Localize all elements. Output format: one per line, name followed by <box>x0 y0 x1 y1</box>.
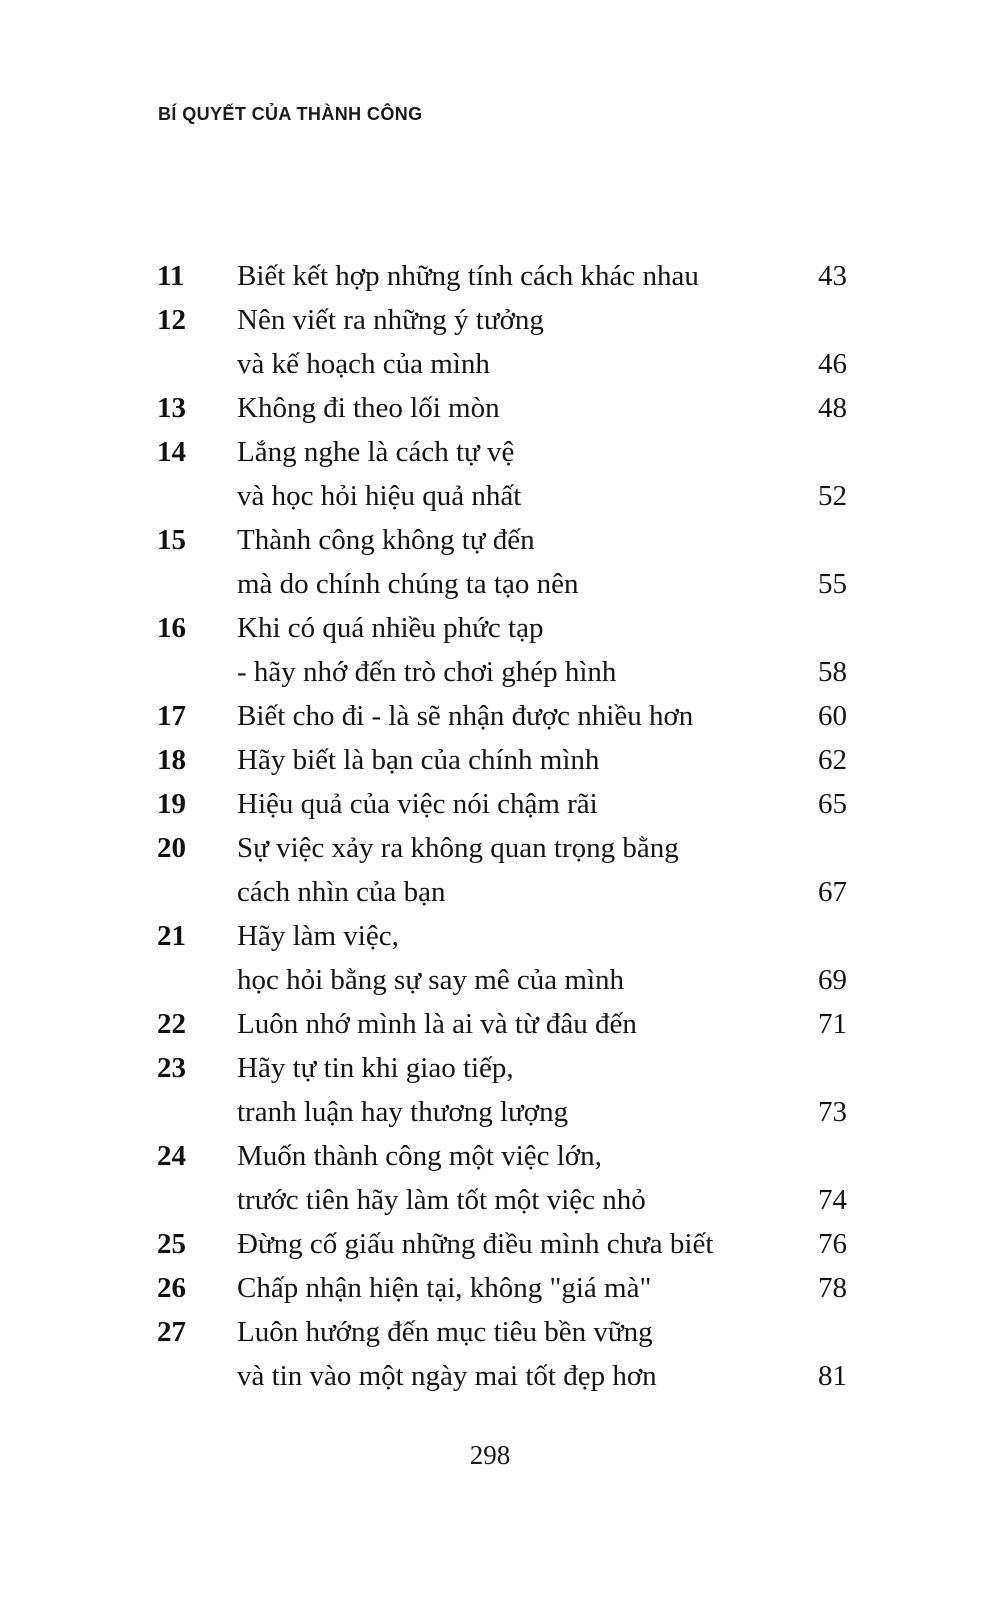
toc-entry-title-line: Muốn thành công một việc lớn, <box>237 1140 602 1172</box>
toc-entry-page <box>785 298 847 342</box>
toc-entry-title-line: Không đi theo lối mòn <box>237 392 500 424</box>
toc-entry-title-line: trước tiên hãy làm tốt một việc nhỏ <box>237 1184 646 1216</box>
toc-entry-page: 55 <box>818 568 847 600</box>
toc-entry-number <box>157 1354 237 1398</box>
toc-entry-title-line: mà do chính chúng ta tạo nên <box>237 568 579 600</box>
toc-row <box>157 254 847 298</box>
toc-entry-title-line: Biết kết hợp những tính cách khác nhau <box>237 260 699 292</box>
toc-entry-number: 18 <box>157 744 186 776</box>
toc-entry-number: 11 <box>157 260 185 292</box>
toc-entry-number: 12 <box>157 304 186 336</box>
toc-entry-title-line: Đừng cố giấu những điều mình chưa biết <box>237 1228 714 1260</box>
toc-row <box>157 1134 847 1178</box>
toc-entry-page <box>785 518 847 562</box>
toc-row <box>157 1222 847 1266</box>
toc-row <box>157 386 847 430</box>
toc-entry-page: 74 <box>818 1184 847 1216</box>
toc-entry-number: 24 <box>157 1140 186 1172</box>
toc-entry-title-line: Biết cho đi - là sẽ nhận được nhiều hơn <box>237 700 694 732</box>
toc-entry-number <box>157 1090 237 1134</box>
toc-entry-title-line: Luôn hướng đến mục tiêu bền vững <box>237 1316 653 1348</box>
toc-entry-number <box>157 474 237 518</box>
toc-entry-page: 58 <box>818 656 847 688</box>
toc-row <box>157 1354 847 1398</box>
toc-entry-number <box>157 562 237 606</box>
toc-entry-title-line: Chấp nhận hiện tại, không "giá mà" <box>237 1272 652 1304</box>
toc-entry-page: 69 <box>818 964 847 996</box>
toc-entry-number <box>157 342 237 386</box>
toc-row <box>157 606 847 650</box>
toc-row <box>157 1178 847 1222</box>
toc-entry-page: 81 <box>818 1360 847 1392</box>
toc-row <box>157 694 847 738</box>
toc-row <box>157 914 847 958</box>
toc-entry-number <box>157 1178 237 1222</box>
toc-entry-page: 48 <box>818 392 847 424</box>
toc-entry-title-line: học hỏi bằng sự say mê của mình <box>237 964 624 996</box>
footer-page-number: 298 <box>469 1440 511 1470</box>
toc-row <box>157 1310 847 1354</box>
toc-entry-title-line: Hãy tự tin khi giao tiếp, <box>237 1052 514 1084</box>
toc-entry-number <box>157 650 237 694</box>
toc-entry-title-line: Luôn nhớ mình là ai và từ đâu đến <box>237 1008 637 1040</box>
toc-entry-number: 19 <box>157 788 186 820</box>
toc-row <box>157 1266 847 1310</box>
toc-entry-title-line: và tin vào một ngày mai tốt đẹp hơn <box>237 1360 657 1392</box>
toc-entry-number: 23 <box>157 1052 186 1084</box>
toc-entry-page <box>785 1310 847 1354</box>
toc-entry-page: 78 <box>818 1272 847 1304</box>
toc-entry-page <box>785 1046 847 1090</box>
toc-row <box>157 474 847 518</box>
toc-entry-number: 26 <box>157 1272 186 1304</box>
toc-list <box>157 254 847 1398</box>
toc-entry-page: 43 <box>818 260 847 292</box>
toc-entry-title-line: Hiệu quả của việc nói chậm rãi <box>237 788 598 820</box>
toc-row <box>157 738 847 782</box>
toc-entry-page: 76 <box>818 1228 847 1260</box>
toc-entry-number: 14 <box>157 436 186 468</box>
toc-entry-page: 46 <box>818 348 847 380</box>
toc-row <box>157 826 847 870</box>
toc-entry-page <box>785 1134 847 1178</box>
toc-row <box>157 298 847 342</box>
toc-entry-number: 27 <box>157 1316 186 1348</box>
running-header-book-title: BÍ QUYẾT CỦA THÀNH CÔNG <box>158 104 423 124</box>
toc-entry-title-line: và kế hoạch của mình <box>237 348 490 380</box>
toc-entry-page: 60 <box>818 700 847 732</box>
toc-row <box>157 1046 847 1090</box>
toc-entry-page: 62 <box>818 744 847 776</box>
toc-entry-title-line: Khi có quá nhiều phức tạp <box>237 612 544 644</box>
toc-row <box>157 1002 847 1046</box>
toc-entry-page: 52 <box>818 480 847 512</box>
toc-entry-number: 17 <box>157 700 186 732</box>
toc-entry-title-line: Hãy biết là bạn của chính mình <box>237 744 600 776</box>
toc-entry-page: 65 <box>818 788 847 820</box>
toc-row <box>157 430 847 474</box>
toc-entry-page: 67 <box>818 876 847 908</box>
toc-entry-page: 71 <box>818 1008 847 1040</box>
toc-entry-page <box>785 826 847 870</box>
toc-entry-title-line: và học hỏi hiệu quả nhất <box>237 480 522 512</box>
toc-row <box>157 870 847 914</box>
toc-row <box>157 650 847 694</box>
toc-row <box>157 782 847 826</box>
toc-entry-number: 13 <box>157 392 186 424</box>
toc-entry-number: 16 <box>157 612 186 644</box>
toc-entry-number: 25 <box>157 1228 186 1260</box>
toc-row <box>157 342 847 386</box>
toc-entry-title-line: Hãy làm việc, <box>237 920 399 952</box>
toc-entry-title-line: Sự việc xảy ra không quan trọng bằng <box>237 832 679 864</box>
toc-entry-title-line: Thành công không tự đến <box>237 524 535 556</box>
toc-row <box>157 518 847 562</box>
toc-entry-title-line: Nên viết ra những ý tưởng <box>237 304 544 336</box>
toc-entry-title-line: tranh luận hay thương lượng <box>237 1096 569 1128</box>
toc-entry-number: 15 <box>157 524 186 556</box>
toc-entry-title-line: Lắng nghe là cách tự vệ <box>237 436 515 468</box>
toc-entry-page <box>785 430 847 474</box>
toc-entry-number: 22 <box>157 1008 186 1040</box>
toc-entry-number: 20 <box>157 832 186 864</box>
toc-entry-number <box>157 958 237 1002</box>
toc-row <box>157 1090 847 1134</box>
toc-entry-number: 21 <box>157 920 186 952</box>
toc-entry-page <box>785 606 847 650</box>
toc-entry-title-line: - hãy nhớ đến trò chơi ghép hình <box>237 656 617 688</box>
toc-row <box>157 958 847 1002</box>
toc-row <box>157 562 847 606</box>
toc-entry-page <box>785 914 847 958</box>
toc-entry-page: 73 <box>818 1096 847 1128</box>
toc-entry-title-line: cách nhìn của bạn <box>237 876 446 908</box>
toc-entry-number <box>157 870 237 914</box>
